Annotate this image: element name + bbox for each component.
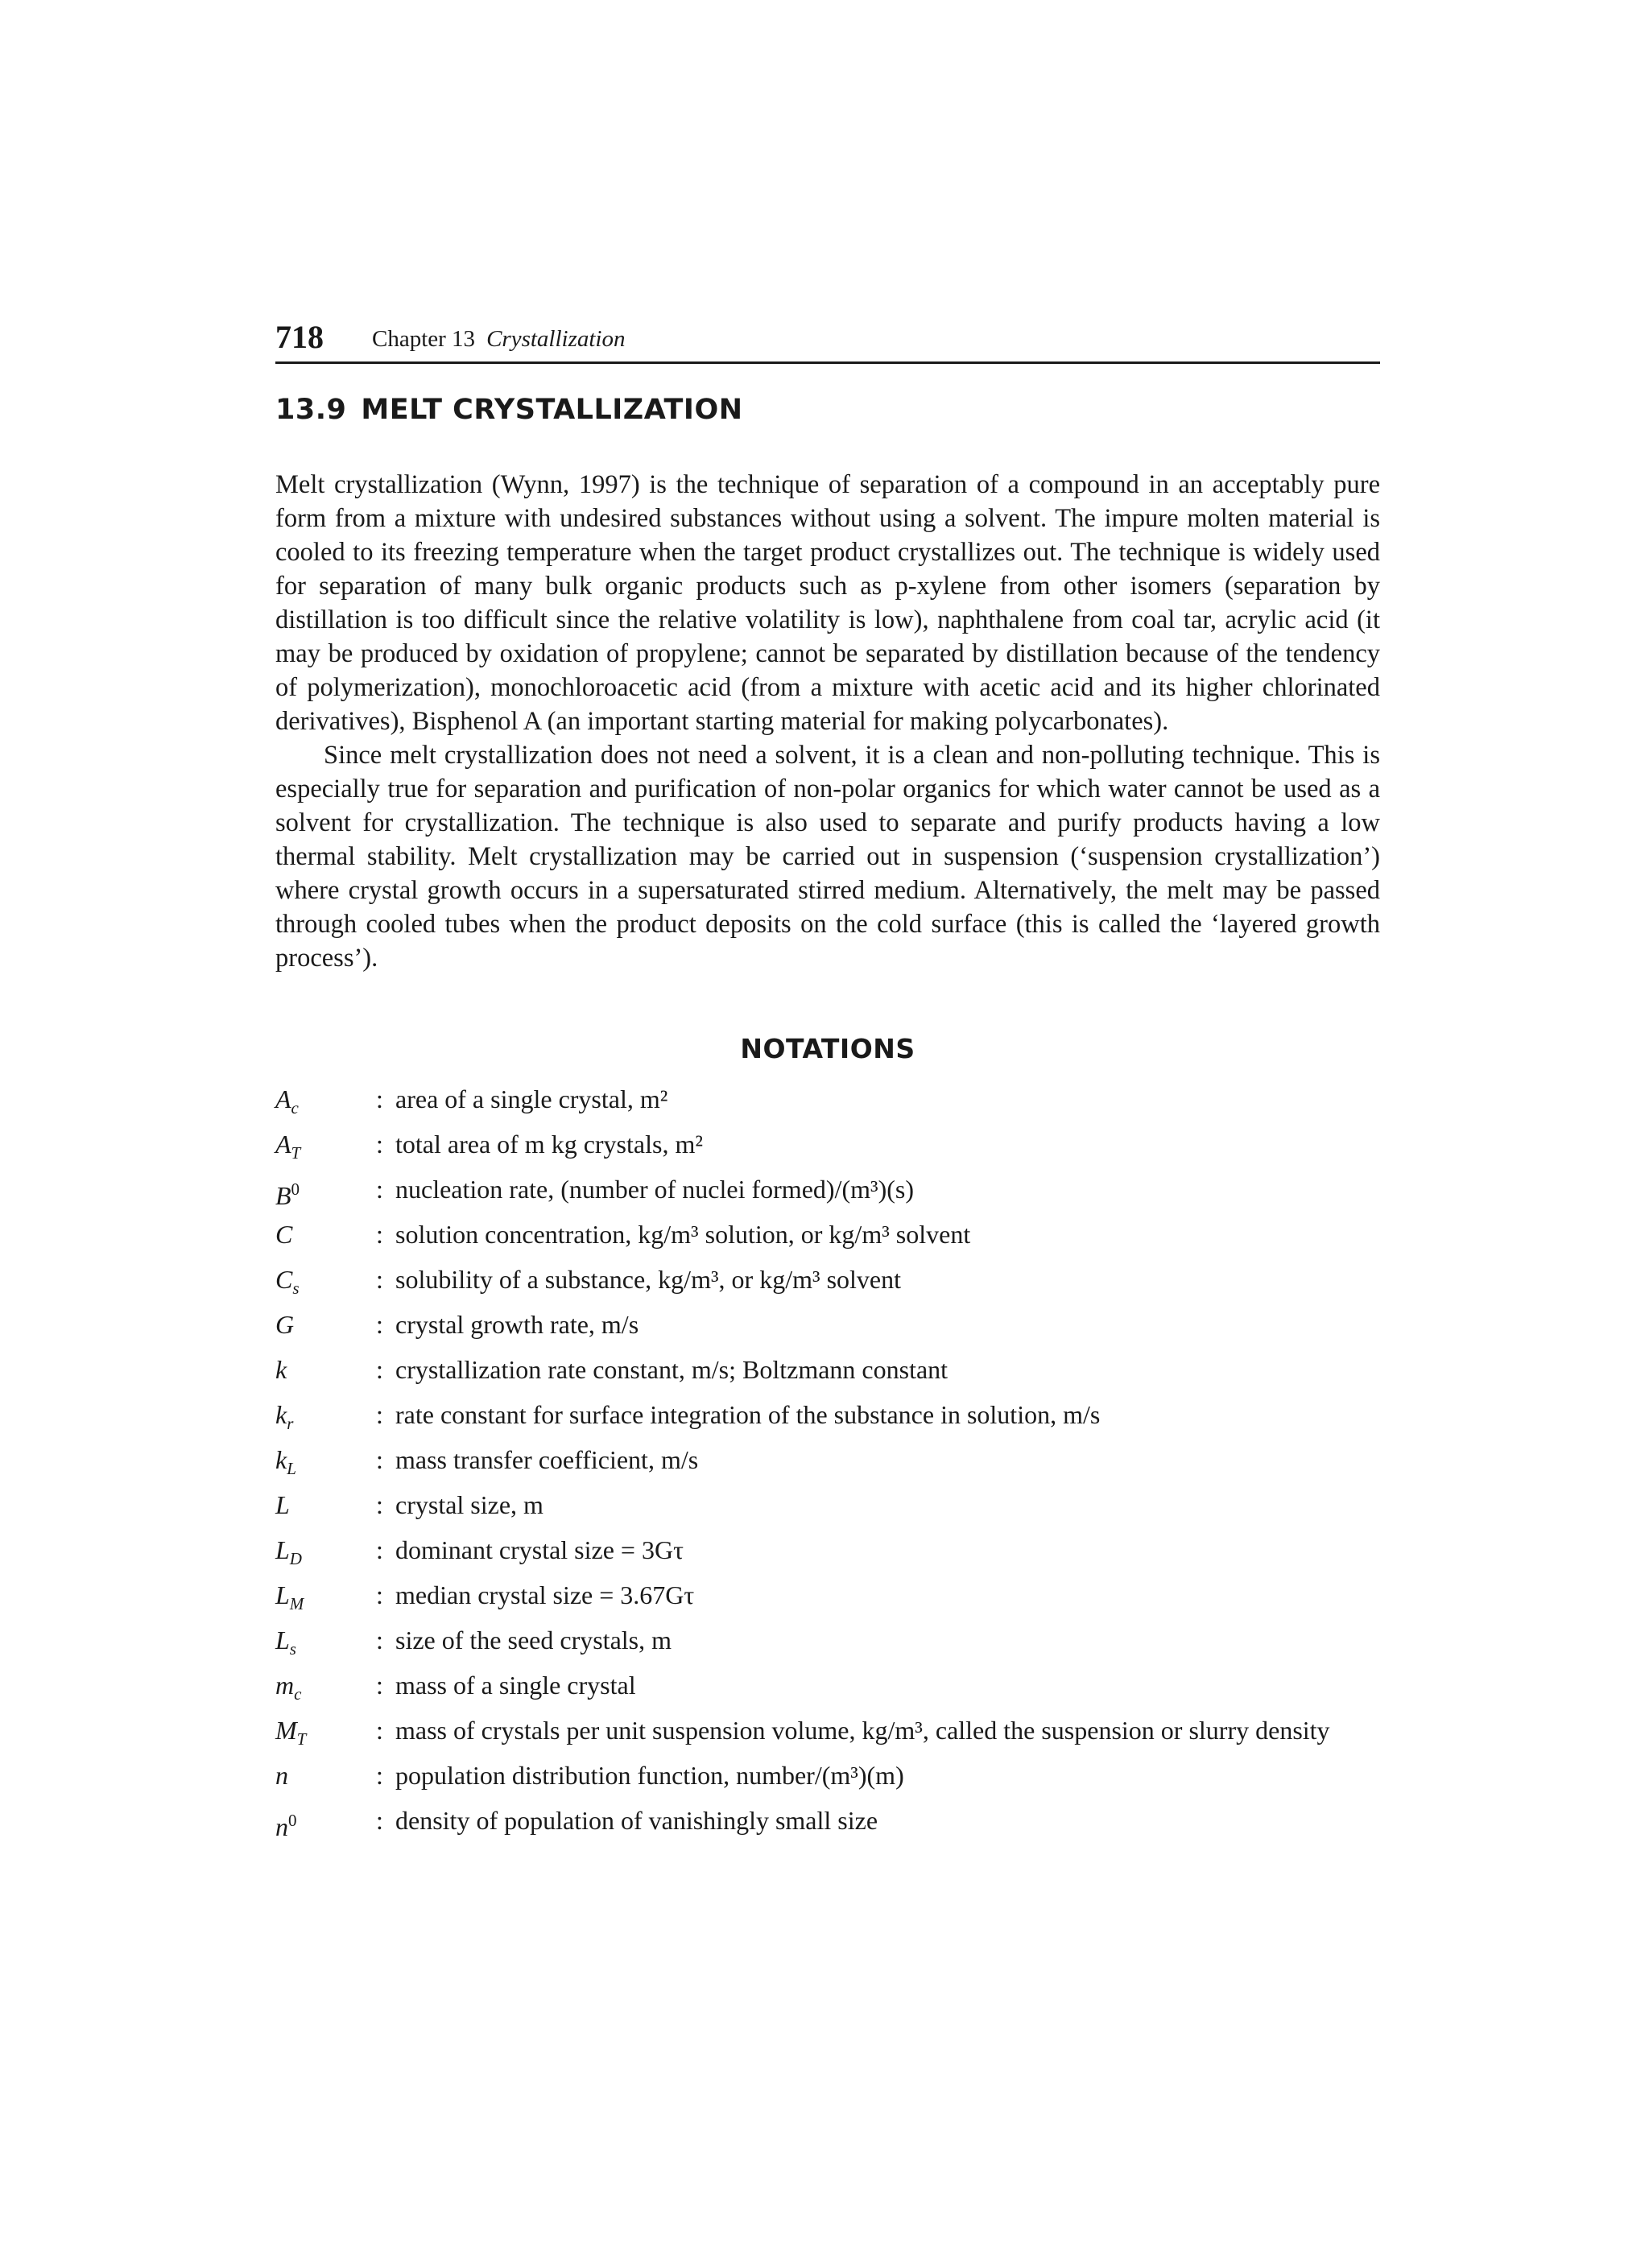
notation-definition: area of a single crystal, m² (395, 1084, 668, 1113)
notation-symbol (275, 1759, 376, 1792)
notation-colon: : (376, 1716, 383, 1745)
notation-row (275, 1534, 1380, 1579)
notation-symbol (275, 1579, 376, 1621)
notation-definition: crystal size, m (395, 1490, 543, 1519)
notation-definition: size of the seed crystals, m (395, 1626, 672, 1655)
notation-symbol (275, 1669, 376, 1711)
symbol-base: n (275, 1812, 288, 1841)
notation-colon: : (376, 1130, 383, 1159)
notation-colon: : (376, 1671, 383, 1700)
notations-heading: NOTATIONS (740, 1033, 915, 1064)
notation-symbol (275, 1624, 376, 1666)
book-page (275, 318, 1380, 1849)
notation-definition: solubility of a substance, kg/m³, or kg/m³ solvent (395, 1265, 902, 1294)
notation-colon: : (376, 1400, 383, 1429)
notation-colon: : (376, 1175, 383, 1204)
notation-colon: : (376, 1220, 383, 1249)
symbol-base: C (275, 1265, 293, 1294)
symbol-subscript: M (289, 1594, 304, 1613)
notation-colon: : (376, 1580, 383, 1609)
notation-row (275, 1398, 1380, 1444)
symbol-base: C (275, 1220, 293, 1249)
symbol-base: n (275, 1761, 288, 1790)
notation-symbol (275, 1308, 376, 1341)
symbol-base: m (275, 1671, 295, 1700)
paragraph: Melt crystallization (Wynn, 1997) is the technique of separation of a compound in an acceptably pure form from a mixture with undesired substances without using a solvent. The impure molten material is cooled to its freezing temperature when the target product crystallizes out. The technique is widely used for separation of many bulk organic products such as p-xylene from other isomers (separation by distillation is too difficult since the relative volatility is low), naphthalene from coal tar, acrylic acid (it may be produced by oxidation of propylene; cannot be separated by distillation because of the tendency of polymerization), monochloroacetic acid (from a mixture with acetic acid and its higher chlorinated derivatives), Bisphenol A (an important starting material for making polycarbonates). (275, 470, 1380, 736)
symbol-base: k (275, 1445, 287, 1474)
notation-row (275, 1218, 1380, 1263)
notation-colon: : (376, 1084, 383, 1113)
notation-colon: : (376, 1806, 383, 1835)
notation-colon: : (376, 1265, 383, 1294)
symbol-superscript: 0 (288, 1811, 297, 1830)
notation-colon: : (376, 1490, 383, 1519)
symbol-subscript: T (296, 1729, 307, 1749)
notation-definition: median crystal size = 3.67Gτ (395, 1580, 695, 1609)
chapter-label (372, 323, 625, 355)
body-text (275, 468, 1380, 975)
symbol-subscript: L (287, 1459, 296, 1478)
notation-colon: : (376, 1355, 383, 1384)
notation-symbol (275, 1398, 376, 1440)
notation-definition: crystallization rate constant, m/s; Boltzmann constant (395, 1355, 948, 1384)
symbol-subscript: D (289, 1549, 302, 1568)
notation-colon: : (376, 1535, 383, 1564)
symbol-base: k (275, 1400, 287, 1429)
notation-symbol (275, 1534, 376, 1576)
notation-symbol (275, 1218, 376, 1251)
notation-symbol (275, 1128, 376, 1170)
symbol-base: M (275, 1716, 297, 1745)
running-head (275, 318, 1380, 364)
notation-symbol (275, 1489, 376, 1522)
notation-definition: rate constant for surface integration of the substance in solution, m/s (395, 1400, 1101, 1429)
notation-definition: mass of crystals per unit suspension volume, kg/m³, called the suspension or slurry density (395, 1716, 1330, 1745)
symbol-superscript: 0 (291, 1179, 300, 1199)
notation-row (275, 1128, 1380, 1173)
symbol-subscript: r (287, 1414, 294, 1433)
notation-definition: mass of a single crystal (395, 1671, 636, 1700)
notation-colon: : (376, 1310, 383, 1339)
notation-row (275, 1669, 1380, 1714)
notation-definition: nucleation rate, (number of nuclei formed)/(m³)(s) (395, 1175, 914, 1204)
chapter-number: Chapter 13 (372, 326, 476, 352)
section-number: 13.9 (275, 394, 347, 426)
notation-definition: density of population of vanishingly small size (395, 1806, 878, 1835)
notation-symbol (275, 1353, 376, 1386)
notation-list (275, 1083, 1380, 1849)
notation-definition: total area of m kg crystals, m² (395, 1130, 703, 1159)
notation-definition: dominant crystal size = 3Gτ (395, 1535, 684, 1564)
notation-definition: mass transfer coefficient, m/s (395, 1445, 699, 1474)
symbol-subscript: s (292, 1279, 300, 1298)
symbol-base: L (275, 1535, 290, 1564)
notation-row (275, 1308, 1380, 1353)
notation-symbol (275, 1083, 376, 1125)
chapter-title: Crystallization (486, 326, 626, 352)
notation-symbol (275, 1444, 376, 1485)
notation-definition: solution concentration, kg/m³ solution, or kg/m³ solvent (395, 1220, 971, 1249)
symbol-base: G (275, 1310, 295, 1339)
notation-row (275, 1759, 1380, 1804)
symbol-base: B (275, 1181, 291, 1210)
notation-row (275, 1489, 1380, 1534)
notation-symbol (275, 1263, 376, 1305)
notation-colon: : (376, 1761, 383, 1790)
symbol-base: L (275, 1626, 290, 1655)
symbol-base: A (275, 1130, 291, 1159)
notation-definition: population distribution function, number/(m³)(m) (395, 1761, 904, 1790)
notation-symbol (275, 1173, 376, 1212)
section-title: MELT CRYSTALLIZATION (361, 394, 743, 426)
symbol-base: L (275, 1490, 290, 1519)
notation-row (275, 1173, 1380, 1218)
symbol-base: L (275, 1580, 290, 1609)
symbol-subscript: T (291, 1143, 301, 1163)
notation-row (275, 1263, 1380, 1308)
notation-symbol (275, 1714, 376, 1756)
notation-colon: : (376, 1626, 383, 1655)
symbol-subscript: c (294, 1684, 302, 1704)
paragraph: Since melt crystallization does not need a solvent, it is a clean and non-polluting technique. This is especially true for separation and purification of non-polar organics for which water cannot be used as a solvent for crystallization. The technique is also used to separate and purify products having a low thermal stability. Melt crystallization may be carried out in suspension (‘suspension crystallization’) where crystal growth occurs in a supersaturated stirred medium. Alternatively, the melt may be passed through cooled tubes when the product deposits on the cold surface (this is called the ‘layered growth process’). (275, 741, 1380, 973)
notation-row (275, 1353, 1380, 1398)
notation-row (275, 1624, 1380, 1669)
notation-row (275, 1579, 1380, 1624)
notation-symbol (275, 1804, 376, 1844)
symbol-subscript: s (289, 1639, 296, 1659)
symbol-subscript: c (291, 1098, 299, 1117)
symbol-base: k (275, 1355, 287, 1384)
notation-colon: : (376, 1445, 383, 1474)
notation-definition: crystal growth rate, m/s (395, 1310, 639, 1339)
notation-row (275, 1714, 1380, 1759)
notation-row (275, 1804, 1380, 1849)
symbol-base: A (275, 1084, 291, 1113)
notation-row (275, 1083, 1380, 1128)
notation-row (275, 1444, 1380, 1489)
section-heading (275, 392, 1380, 428)
page-number: 718 (275, 319, 324, 355)
